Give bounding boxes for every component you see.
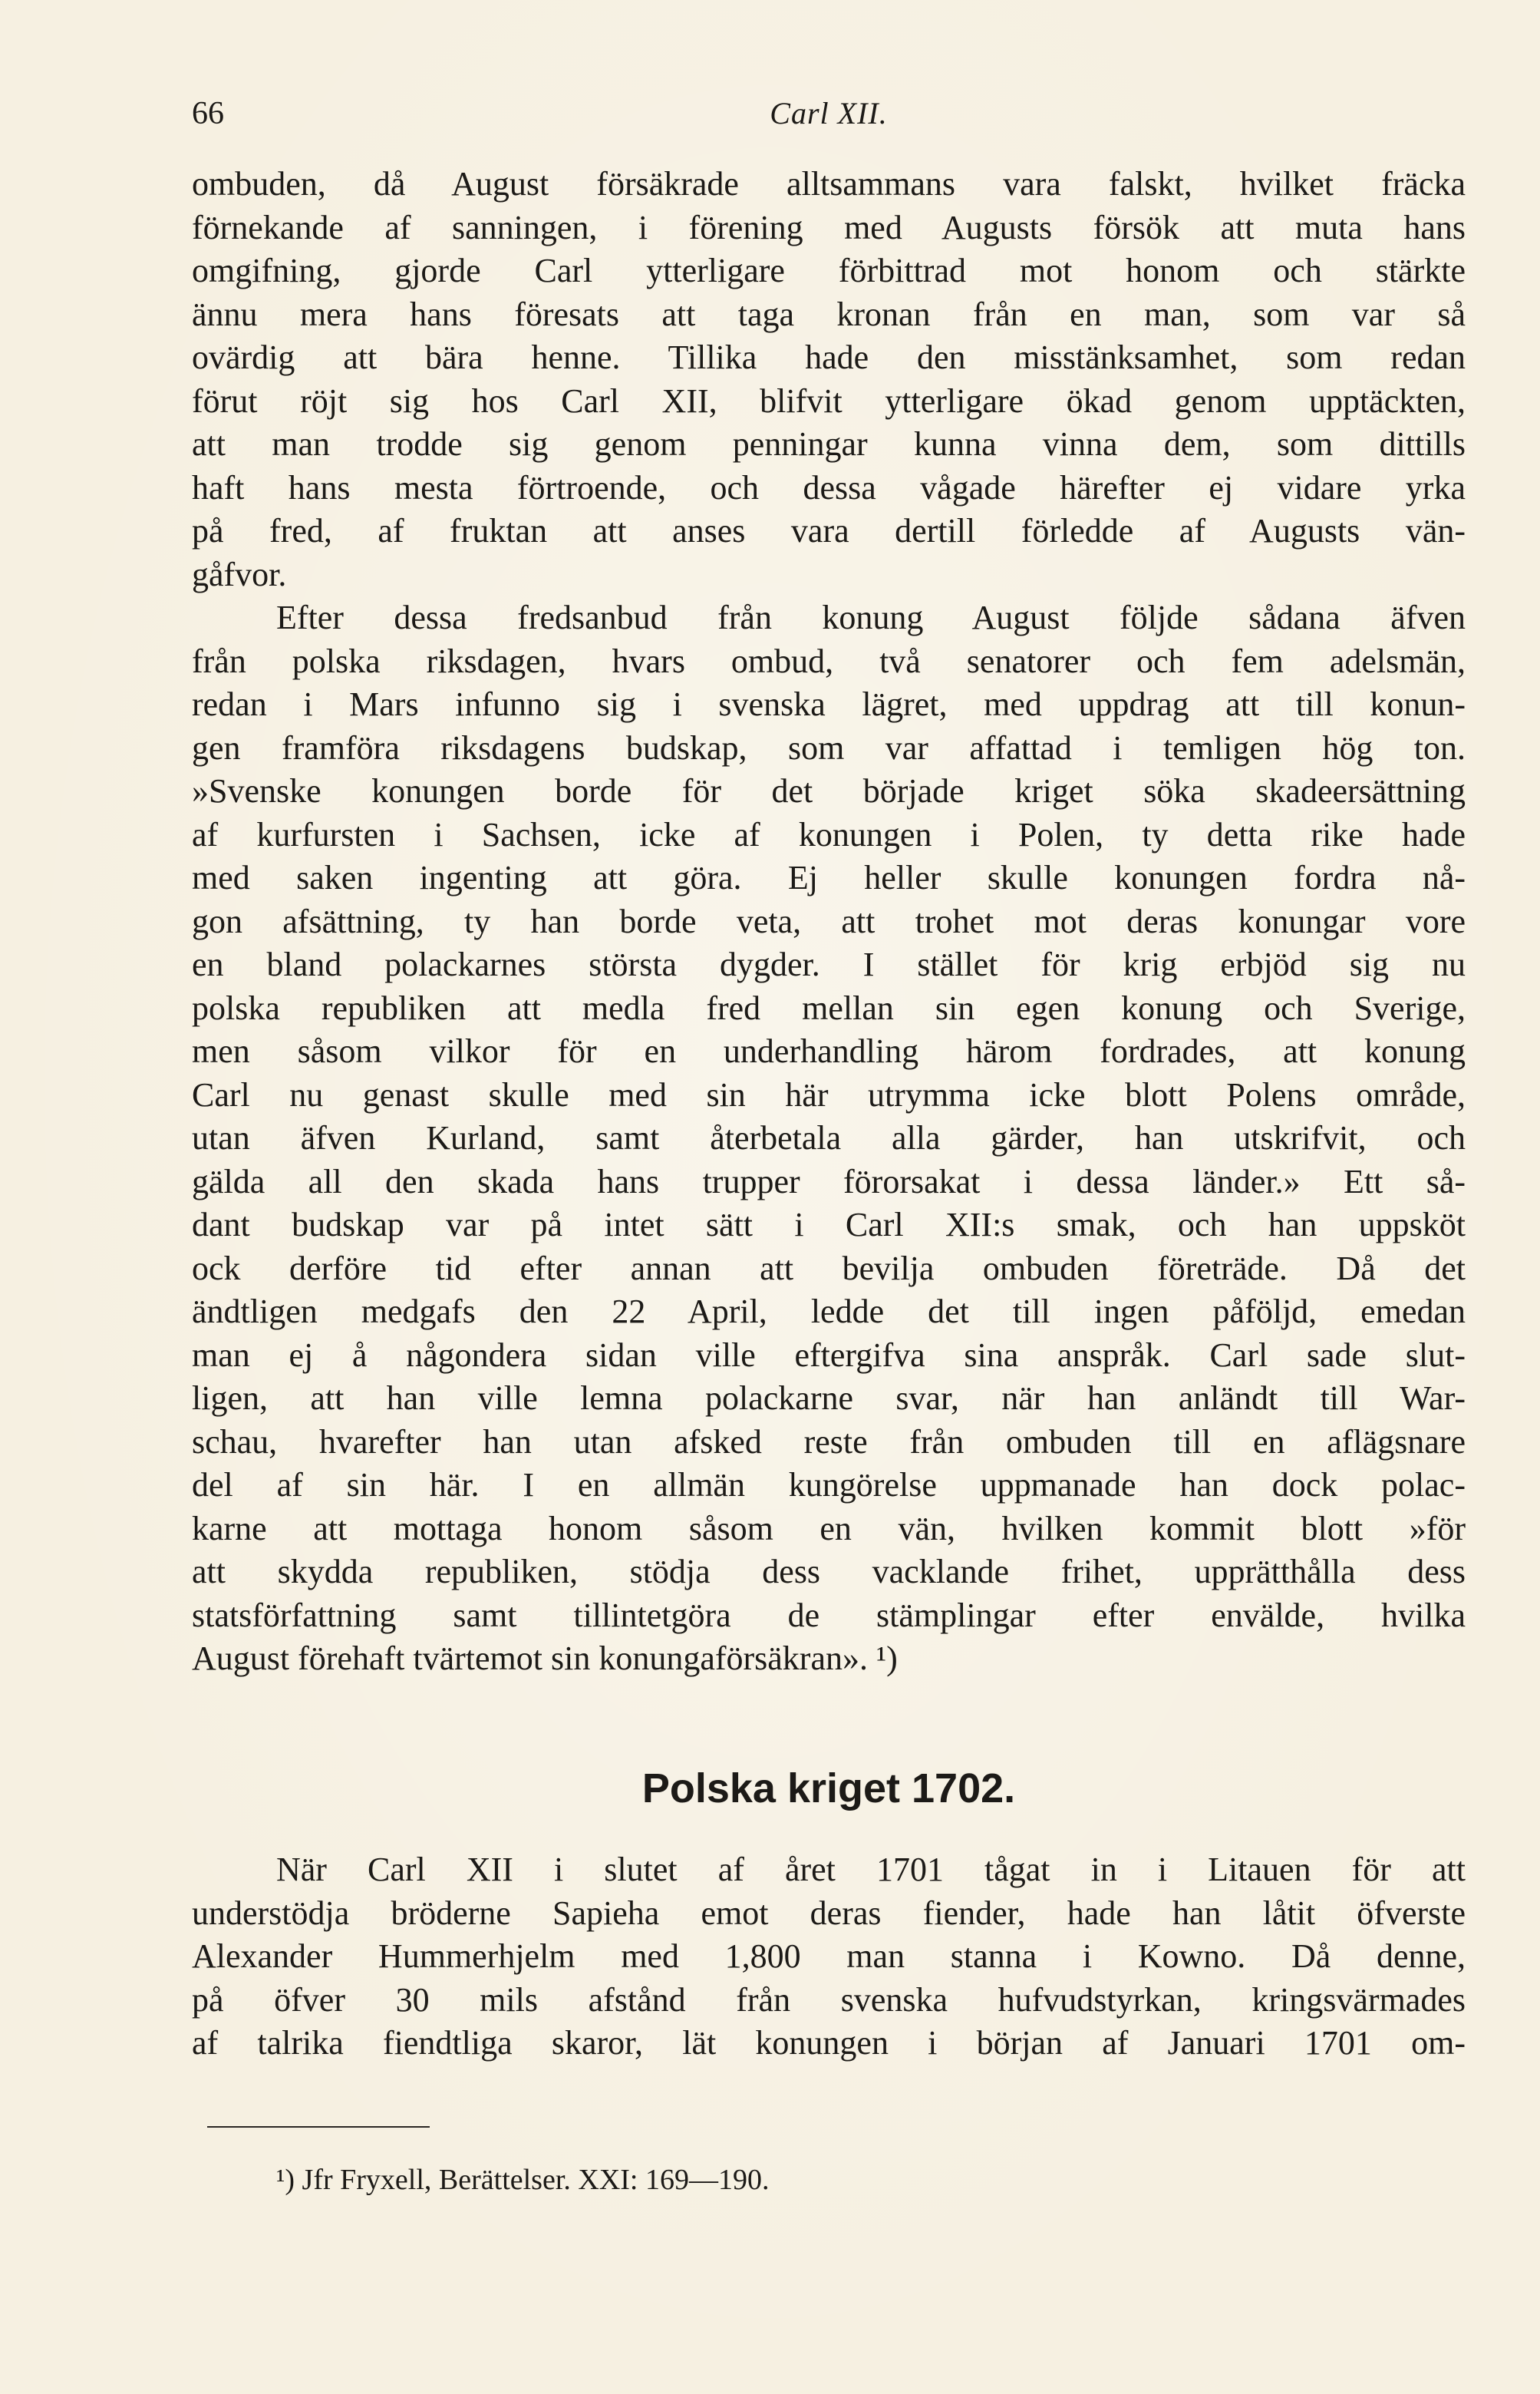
- text-line: ock derföre tid efter annan att bevilja ombuden företräde. Då det: [192, 1249, 1466, 1287]
- text-line: gen framföra riksdagens budskap, som var affattad i temligen hög ton.: [192, 728, 1466, 767]
- page-number: 66: [192, 96, 224, 131]
- text-line: man ej å någondera sidan ville eftergifva sina anspråk. Carl sade slut-: [192, 1336, 1466, 1374]
- text-line: från polska riksdagen, hvars ombud, två senatorer och fem adelsmän,: [192, 642, 1466, 680]
- text-line: förut röjt sig hos Carl XII, blifvit ytterligare ökad genom upptäckten,: [192, 381, 1466, 420]
- text-line: »Svenske konungen borde för det började kriget söka skadeersättning: [192, 772, 1466, 810]
- text-line: af talrika fiendtliga skaror, lät konungen i början af Januari 1701 om-: [192, 2024, 1466, 2062]
- running-title: Carl XII.: [770, 96, 888, 130]
- text-line: ännu mera hans föresats att taga kronan från en man, som var så: [192, 295, 1466, 333]
- text-line: men såsom vilkor för en underhandling härom fordrades, att konung: [192, 1032, 1466, 1070]
- text-line: När Carl XII i slutet af året 1701 tågat in i Litauen för att: [276, 1851, 1466, 1888]
- text-line: förnekande af sanningen, i förening med Augusts försök att muta hans: [192, 208, 1466, 246]
- text-line: Efter dessa fredsanbud från konung August följde sådana äfven: [276, 599, 1466, 636]
- text-line: gåfvor.: [192, 555, 287, 593]
- text-line: haft hans mesta förtroende, och dessa vågade härefter ej vidare yrka: [192, 468, 1466, 507]
- text-line: en bland polackarnes största dygder. I stället för krig erbjöd sig nu: [192, 946, 1466, 983]
- text-line: omgifning, gjorde Carl ytterligare förbittrad mot honom och stärkte: [192, 252, 1466, 289]
- text-line: Alexander Hummerhjelm med 1,800 man stanna i Kowno. Då denne,: [192, 1937, 1466, 1975]
- paragraph-2: [192, 596, 1466, 1681]
- text-line: på öfver 30 mils afstånd från svenska hufvudstyrkan, kringsvärmades: [192, 1980, 1466, 2019]
- footnote-divider: [207, 2126, 430, 2128]
- text-line: gälda all den skada hans trupper förorsakat i dessa länder.» Ett så-: [192, 1162, 1466, 1200]
- text-line: att skydda republiken, stödja dess vacklande frihet, upprätthålla dess: [192, 1553, 1466, 1590]
- paragraph-1: [192, 163, 1466, 596]
- text-line: gon afsättning, ty han borde veta, att trohet mot deras konungar vore: [192, 902, 1466, 940]
- text-line: karne att mottaga honom såsom en vän, hvilken kommit blott »för: [192, 1509, 1466, 1547]
- text-line: ovärdig att bära henne. Tillika hade den misstänksamhet, som redan: [192, 338, 1466, 376]
- text-line: ligen, att han ville lemna polackarne svar, när han anländt till War-: [192, 1379, 1466, 1417]
- section-heading: Polska kriget 1702.: [641, 1765, 1016, 1811]
- text-line: ombuden, då August försäkrade alltsammans vara falskt, hvilket fräcka: [192, 165, 1466, 203]
- text-line: af kurfursten i Sachsen, icke af konungen i Polen, ty detta rike hade: [192, 815, 1466, 854]
- footnote: ¹) Jfr Fryxell, Berättelser. XXI: 169—190.: [276, 2164, 770, 2196]
- text-line: understödja bröderne Sapieha emot deras fiender, hade han låtit öfverste: [192, 1894, 1466, 1932]
- text-line: del af sin här. I en allmän kungörelse uppmanade han dock polac-: [192, 1466, 1466, 1504]
- text-line: att man trodde sig genom penningar kunna vinna dem, som dittills: [192, 425, 1466, 463]
- text-line: på fred, af fruktan att anses vara dertill förledde af Augusts vän-: [192, 512, 1466, 550]
- text-line: polska republiken att medla fred mellan sin egen konung och Sverige,: [192, 989, 1466, 1027]
- text-line: ändtligen medgafs den 22 April, ledde det till ingen påföljd, emedan: [192, 1293, 1466, 1330]
- text-line: utan äfven Kurland, samt återbetala alla gärder, han utskrifvit, och: [192, 1119, 1466, 1157]
- text-line: August förehaft tvärtemot sin konungaförsäkran». ¹): [192, 1639, 898, 1677]
- running-head: [192, 91, 1466, 137]
- text-line: Carl nu genast skulle med sin här utrymma icke blott Polens område,: [192, 1075, 1466, 1114]
- text-line: schau, hvarefter han utan afsked reste från ombuden till en aflägsnare: [192, 1422, 1466, 1461]
- paragraph-3: [192, 1848, 1466, 2065]
- text-line: statsförfattning samt tillintetgöra de stämplingar efter envälde, hvilka: [192, 1596, 1466, 1634]
- text-line: dant budskap var på intet sätt i Carl XII:s smak, och han uppsköt: [192, 1206, 1466, 1243]
- text-line: med saken ingenting att göra. Ej heller skulle konungen fordra nå-: [192, 859, 1466, 897]
- text-line: redan i Mars infunno sig i svenska lägret, med uppdrag att till konun-: [192, 685, 1466, 723]
